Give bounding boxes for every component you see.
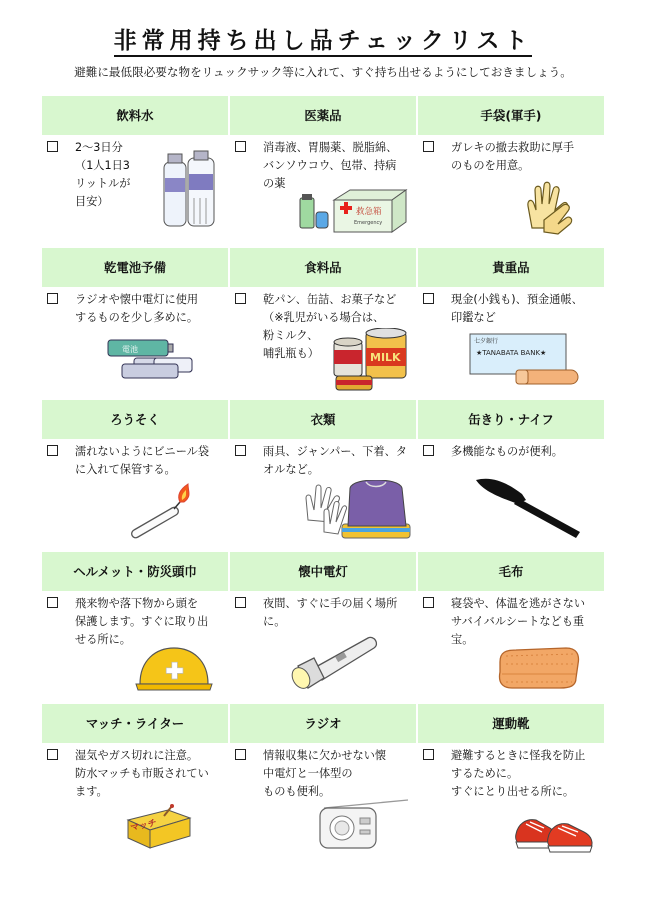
item-description: 湿気やガス切れに注意。 防水マッチも市販されてい ます。 [75, 749, 209, 798]
item-description: 2～3日分 （1人1日3 リットルが 目安） [75, 141, 131, 208]
item-description: 現金(小銭も)、預金通帳、 印鑑など [451, 293, 583, 324]
bank-top-label: 七夕銀行 [474, 338, 499, 345]
item-heading: 食料品 [230, 248, 416, 287]
item-description: 雨具、ジャンパー、下着、タ オルなど。 [263, 445, 407, 476]
item-heading: 懐中電灯 [230, 552, 416, 591]
item-heading: マッチ・ライター [42, 704, 228, 743]
checklist-item-gloves [418, 96, 604, 248]
item-description: 濡れないようにビニール袋 に入れて保管する。 [75, 445, 210, 476]
item-heading: 毛布 [418, 552, 604, 591]
item-heading: ヘルメット・防災頭巾 [42, 552, 228, 591]
kit-sublabel: Emergency [354, 220, 383, 226]
knife-icon [472, 474, 584, 540]
item-heading: 貴重品 [418, 248, 604, 287]
item-checkbox[interactable] [47, 749, 58, 760]
checklist-item-medicine [230, 96, 416, 248]
page-subtitle: 避難に最低限必要な物をリュックサック等に入れて、すぐ持ち出せるようにしておきましょう。 [74, 65, 572, 79]
item-description: 飛来物や落下物から頭を 保護します。すぐに取り出 せる所に。 [75, 597, 209, 646]
flashlight-icon [286, 632, 382, 696]
item-checkbox[interactable] [423, 141, 434, 152]
item-heading: ろうそく [42, 400, 228, 439]
checklist-grid [42, 96, 604, 856]
can-label: MILK [370, 351, 401, 364]
radio-icon [314, 798, 410, 850]
checklist-item-radio [230, 704, 416, 856]
matches-icon [124, 804, 194, 850]
matchbox-label: マッチ [129, 818, 158, 834]
item-description: 消毒液、胃腸薬、脱脂綿、 バンソウコウ、包帯、持病 の薬 [263, 141, 398, 190]
checklist-row [42, 96, 604, 248]
item-description: 避難するときに怪我を防止 するために。 すぐにとり出せる所に。 [451, 749, 586, 798]
page-title [0, 22, 646, 55]
item-checkbox[interactable] [423, 445, 434, 456]
clothes-icon [302, 480, 414, 542]
checklist-item-knife [418, 400, 604, 552]
bank-label: ★TANABATA BANK★ [476, 349, 547, 357]
item-description: 乾パン、缶詰、お菓子など （※乳児がいる場合は、 粉ミルク、 哺乳瓶も） [263, 293, 397, 360]
checklist-row [42, 704, 604, 856]
item-heading: 医薬品 [230, 96, 416, 135]
item-checkbox[interactable] [47, 597, 58, 608]
item-heading: 乾電池予備 [42, 248, 228, 287]
candle-icon [124, 482, 196, 542]
item-heading: 運動靴 [418, 704, 604, 743]
item-description: 情報収集に欠かせない懐 中電灯と一体型の ものも便利。 [263, 749, 387, 798]
checklist-item-food [230, 248, 416, 400]
helmet-icon [134, 644, 214, 694]
kit-label: 救急箱 [356, 207, 382, 217]
item-description: 夜間、すぐに手の届く場所 に。 [263, 597, 398, 628]
item-checkbox[interactable] [47, 141, 58, 152]
checklist-row [42, 248, 604, 400]
item-heading: 手袋(軍手) [418, 96, 604, 135]
checklist-item-flashlight [230, 552, 416, 704]
item-checkbox[interactable] [235, 141, 246, 152]
blanket-icon [496, 644, 582, 692]
item-checkbox[interactable] [235, 749, 246, 760]
item-heading: ラジオ [230, 704, 416, 743]
checklist-item-matches [42, 704, 228, 856]
checklist-item-valuables [418, 248, 604, 400]
item-description: ガレキの撤去救助に厚手 のものを用意。 [451, 141, 575, 172]
checklist-item-water [42, 96, 228, 248]
item-description: 多機能なものが便利。 [451, 445, 563, 458]
battery-label: 電池 [122, 345, 138, 354]
item-checkbox[interactable] [235, 445, 246, 456]
water-bottles-icon [160, 150, 220, 230]
sneakers-icon [514, 812, 596, 854]
checklist-row [42, 400, 604, 552]
first-aid-kit-icon [294, 184, 412, 236]
item-checkbox[interactable] [47, 445, 58, 456]
checklist-item-blanket [418, 552, 604, 704]
checklist-item-clothes [230, 400, 416, 552]
item-heading: 衣類 [230, 400, 416, 439]
canned-food-icon [332, 328, 412, 392]
checklist-item-candle [42, 400, 228, 552]
checklist-item-helmet [42, 552, 228, 704]
item-heading: 缶きり・ナイフ [418, 400, 604, 439]
item-description: ラジオや懐中電灯に使用 するものを少し多めに。 [75, 293, 199, 324]
batteries-icon [104, 334, 200, 384]
item-description: 寝袋や、体温を逃がさない サバイバルシートなども重 宝。 [451, 597, 586, 646]
work-gloves-icon [522, 178, 582, 238]
bankbook-icon [466, 330, 582, 390]
item-checkbox[interactable] [423, 293, 434, 304]
item-checkbox[interactable] [235, 293, 246, 304]
checklist-row [42, 552, 604, 704]
item-checkbox[interactable] [423, 597, 434, 608]
item-checkbox[interactable] [235, 597, 246, 608]
item-heading: 飲料水 [42, 96, 228, 135]
page-title-text: 非常用持ち出し品チェックリスト [114, 28, 533, 57]
item-checkbox[interactable] [47, 293, 58, 304]
item-checkbox[interactable] [423, 749, 434, 760]
checklist-item-shoes [418, 704, 604, 856]
checklist-item-batteries [42, 248, 228, 400]
